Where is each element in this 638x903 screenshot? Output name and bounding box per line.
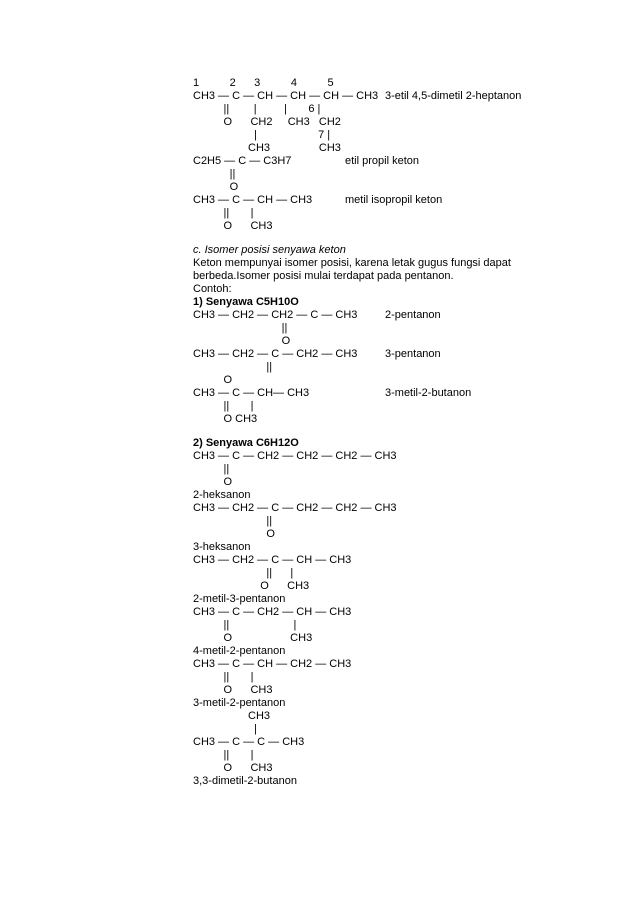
text-line: 3,3-dimetil-2-butanon (193, 775, 297, 787)
text-line: Contoh: (193, 283, 232, 295)
text-line: || | (193, 207, 254, 219)
text-line: CH3 — CH2 — C — CH2 — CH3 (193, 348, 358, 360)
text-line: 4-metil-2-pentanon (193, 645, 286, 657)
text-line: O (193, 528, 275, 540)
text-line: O (193, 374, 233, 386)
subheading: 2) Senyawa C6H12O (193, 437, 299, 449)
text-line: || (193, 515, 273, 527)
text-line: || | (193, 749, 254, 761)
text-line: || | (193, 671, 254, 683)
text-line: || (193, 168, 236, 180)
text-line: CH3 — C — CH — CH2 — CH3 (193, 658, 352, 670)
text-line: 2-heksanon (193, 489, 251, 501)
text-line: | 7 | (193, 129, 331, 141)
text-line: || | | 6 | (193, 103, 321, 115)
text-line: | (193, 723, 257, 735)
text-line: O (193, 335, 291, 347)
text-line: 3-metil-2-pentanon (193, 697, 286, 709)
text-line: CH3 — C — C — CH3 (193, 736, 305, 748)
subheading: 1) Senyawa C5H10O (193, 296, 299, 308)
compound-name: 3-metil-2-butanon (385, 387, 472, 399)
text-line: CH3 — C — CH — CH — CH — CH3 (193, 90, 379, 102)
text-line: O CH3 (193, 762, 273, 774)
text-line: O (193, 181, 239, 193)
text-line: O CH3 (193, 220, 273, 232)
text-line: CH3 — C — CH— CH3 (193, 387, 310, 399)
text-line: CH3 — CH2 — C — CH — CH3 (193, 554, 352, 566)
compound-name: 2-pentanon (385, 309, 441, 321)
text-line: CH3 (193, 710, 271, 722)
text-line: CH3 — C — CH2 — CH — CH3 (193, 606, 352, 618)
text-line: CH3 — CH2 — C — CH2 — CH2 — CH3 (193, 502, 397, 514)
text-line: 3-heksanon (193, 541, 251, 553)
compound-name: 3-etil 4,5-dimetil 2-heptanon (385, 90, 522, 102)
text-line: Keton mempunyai isomer posisi, karena letak gugus fungsi dapat (193, 257, 511, 269)
text-line: || (193, 322, 288, 334)
text-line: O CH3 (193, 580, 310, 592)
text-line: 1 2 3 4 5 (193, 77, 334, 89)
compound-name: etil propil keton (345, 155, 419, 167)
text-line: C2H5 — C — C3H7 (193, 155, 292, 167)
compound-name: metil isopropil keton (345, 194, 443, 206)
text-line: || | (193, 567, 294, 579)
text-line: 2-metil-3-pentanon (193, 593, 286, 605)
text-line: O (193, 476, 233, 488)
text-line: CH3 — C — CH — CH3 (193, 194, 313, 206)
section-heading: c. Isomer posisi senyawa keton (193, 244, 346, 256)
text-line: CH3 CH3 (193, 142, 341, 154)
text-line: CH3 — C — CH2 — CH2 — CH2 — CH3 (193, 450, 397, 462)
text-line: CH3 — CH2 — CH2 — C — CH3 (193, 309, 358, 321)
text-line: || (193, 463, 230, 475)
text-line: O CH3 (193, 684, 273, 696)
text-line: berbeda.Isomer posisi mulai terdapat pada pentanon. (193, 270, 454, 282)
text-line: || (193, 361, 273, 373)
text-line: O CH3 (193, 632, 313, 644)
text-line: O CH2 CH3 CH2 (193, 116, 341, 128)
text-line: O CH3 (193, 413, 258, 425)
text-line: || | (193, 400, 254, 412)
compound-name: 3-pentanon (385, 348, 441, 360)
text-line: || | (193, 619, 297, 631)
